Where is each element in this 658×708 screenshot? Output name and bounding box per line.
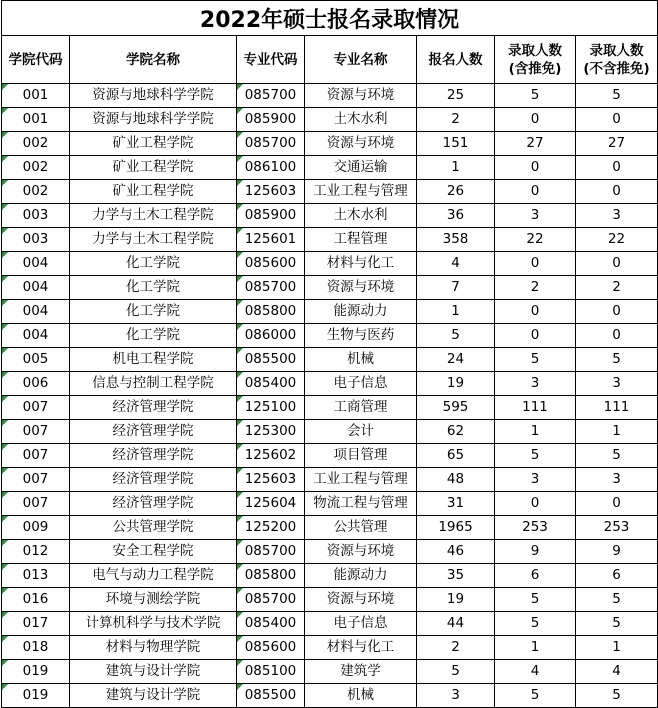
college-name-cell[interactable]: 公共管理学院 bbox=[70, 516, 237, 540]
major-name-cell[interactable]: 物流工程与管理 bbox=[305, 492, 417, 516]
applicants-cell[interactable]: 4 bbox=[417, 252, 495, 276]
admitted-excl-cell[interactable]: 22 bbox=[576, 228, 658, 252]
applicants-cell[interactable]: 358 bbox=[417, 228, 495, 252]
applicants-cell[interactable]: 65 bbox=[417, 444, 495, 468]
major-code-cell[interactable]: 085800 bbox=[237, 564, 305, 588]
major-code-cell[interactable]: 085600 bbox=[237, 636, 305, 660]
applicants-cell[interactable]: 5 bbox=[417, 324, 495, 348]
college-code-cell[interactable]: 009 bbox=[2, 516, 70, 540]
admitted-incl-cell[interactable]: 5 bbox=[495, 444, 576, 468]
applicants-cell[interactable]: 3 bbox=[417, 684, 495, 708]
college-code-cell[interactable]: 007 bbox=[2, 396, 70, 420]
applicants-cell[interactable]: 24 bbox=[417, 348, 495, 372]
admitted-excl-cell[interactable]: 253 bbox=[576, 516, 658, 540]
major-code-cell[interactable]: 125200 bbox=[237, 516, 305, 540]
major-name-cell[interactable]: 能源动力 bbox=[305, 564, 417, 588]
table-row bbox=[2, 660, 658, 684]
major-code-cell[interactable]: 085500 bbox=[237, 684, 305, 708]
table-row bbox=[2, 444, 658, 468]
major-code-cell[interactable]: 085900 bbox=[237, 204, 305, 228]
admitted-incl-cell[interactable]: 5 bbox=[495, 612, 576, 636]
college-name-cell[interactable]: 安全工程学院 bbox=[70, 540, 237, 564]
admitted-excl-cell[interactable]: 111 bbox=[576, 396, 658, 420]
applicants-cell[interactable]: 26 bbox=[417, 180, 495, 204]
major-code-cell[interactable]: 125603 bbox=[237, 180, 305, 204]
college-name-cell[interactable]: 经济管理学院 bbox=[70, 468, 237, 492]
table-row bbox=[2, 84, 658, 108]
admitted-incl-cell[interactable]: 0 bbox=[495, 324, 576, 348]
table-row bbox=[2, 564, 658, 588]
college-code-cell[interactable]: 002 bbox=[2, 156, 70, 180]
table-row bbox=[2, 300, 658, 324]
table-row bbox=[2, 372, 658, 396]
college-name-cell[interactable]: 化工学院 bbox=[70, 252, 237, 276]
applicants-cell[interactable]: 1965 bbox=[417, 516, 495, 540]
major-name-cell[interactable]: 建筑学 bbox=[305, 660, 417, 684]
major-name-cell[interactable]: 交通运输 bbox=[305, 156, 417, 180]
college-name-cell[interactable]: 计算机科学与技术学院 bbox=[70, 612, 237, 636]
major-name-cell[interactable]: 材料与化工 bbox=[305, 636, 417, 660]
college-code-cell[interactable]: 004 bbox=[2, 300, 70, 324]
applicants-cell[interactable]: 48 bbox=[417, 468, 495, 492]
table-row bbox=[2, 228, 658, 252]
college-name-cell[interactable]: 经济管理学院 bbox=[70, 492, 237, 516]
major-name-cell[interactable]: 生物与医药 bbox=[305, 324, 417, 348]
major-name-cell[interactable]: 资源与环境 bbox=[305, 84, 417, 108]
table-row bbox=[2, 180, 658, 204]
college-code-cell[interactable]: 016 bbox=[2, 588, 70, 612]
applicants-cell[interactable]: 36 bbox=[417, 204, 495, 228]
major-code-cell[interactable]: 125602 bbox=[237, 444, 305, 468]
col-header-major-name[interactable]: 专业名称 bbox=[305, 36, 417, 84]
table-row bbox=[2, 636, 658, 660]
major-code-cell[interactable]: 085500 bbox=[237, 348, 305, 372]
admitted-incl-cell[interactable]: 22 bbox=[495, 228, 576, 252]
applicants-cell[interactable]: 2 bbox=[417, 108, 495, 132]
major-name-cell[interactable]: 机械 bbox=[305, 684, 417, 708]
table-row bbox=[2, 324, 658, 348]
major-name-cell[interactable]: 材料与化工 bbox=[305, 252, 417, 276]
college-code-cell[interactable]: 019 bbox=[2, 684, 70, 708]
major-name-cell[interactable]: 会计 bbox=[305, 420, 417, 444]
college-code-cell[interactable]: 002 bbox=[2, 132, 70, 156]
admitted-incl-cell[interactable]: 0 bbox=[495, 300, 576, 324]
admitted-excl-cell[interactable]: 0 bbox=[576, 252, 658, 276]
college-code-cell[interactable]: 004 bbox=[2, 324, 70, 348]
admitted-incl-cell[interactable]: 4 bbox=[495, 660, 576, 684]
table-row bbox=[2, 468, 658, 492]
college-name-cell[interactable]: 建筑与设计学院 bbox=[70, 684, 237, 708]
applicants-cell[interactable]: 1 bbox=[417, 156, 495, 180]
college-name-cell[interactable]: 资源与地球科学学院 bbox=[70, 84, 237, 108]
major-name-cell[interactable]: 资源与环境 bbox=[305, 276, 417, 300]
admitted-incl-cell[interactable]: 111 bbox=[495, 396, 576, 420]
table-row bbox=[2, 276, 658, 300]
title-row bbox=[2, 1, 658, 36]
table-row bbox=[2, 492, 658, 516]
admitted-incl-cell[interactable]: 0 bbox=[495, 492, 576, 516]
applicants-cell[interactable]: 7 bbox=[417, 276, 495, 300]
col-header-college-code[interactable]: 学院代码 bbox=[2, 36, 70, 84]
college-code-cell[interactable]: 007 bbox=[2, 444, 70, 468]
college-name-cell[interactable]: 化工学院 bbox=[70, 300, 237, 324]
table-row bbox=[2, 684, 658, 708]
col-header-major-code[interactable]: 专业代码 bbox=[237, 36, 305, 84]
college-name-cell[interactable]: 经济管理学院 bbox=[70, 396, 237, 420]
table-row bbox=[2, 612, 658, 636]
major-name-cell[interactable]: 电子信息 bbox=[305, 372, 417, 396]
admitted-excl-cell[interactable]: 0 bbox=[576, 108, 658, 132]
major-code-cell[interactable]: 085700 bbox=[237, 540, 305, 564]
applicants-cell[interactable]: 19 bbox=[417, 588, 495, 612]
college-code-cell[interactable]: 013 bbox=[2, 564, 70, 588]
table-row bbox=[2, 516, 658, 540]
admitted-excl-cell[interactable]: 27 bbox=[576, 132, 658, 156]
table-row bbox=[2, 420, 658, 444]
table-row bbox=[2, 156, 658, 180]
major-name-cell[interactable]: 工商管理 bbox=[305, 396, 417, 420]
admitted-incl-cell[interactable]: 6 bbox=[495, 564, 576, 588]
table-row bbox=[2, 396, 658, 420]
college-code-cell[interactable]: 003 bbox=[2, 228, 70, 252]
college-code-cell[interactable]: 007 bbox=[2, 420, 70, 444]
applicants-cell[interactable]: 19 bbox=[417, 372, 495, 396]
college-name-cell[interactable]: 经济管理学院 bbox=[70, 444, 237, 468]
admitted-incl-cell[interactable]: 0 bbox=[495, 180, 576, 204]
admitted-excl-cell[interactable]: 3 bbox=[576, 372, 658, 396]
college-name-cell[interactable]: 资源与地球科学学院 bbox=[70, 108, 237, 132]
admitted-incl-cell[interactable]: 5 bbox=[495, 348, 576, 372]
college-name-cell[interactable]: 材料与物理学院 bbox=[70, 636, 237, 660]
major-name-cell[interactable]: 工业工程与管理 bbox=[305, 180, 417, 204]
college-name-cell[interactable]: 矿业工程学院 bbox=[70, 156, 237, 180]
college-name-cell[interactable]: 力学与土木工程学院 bbox=[70, 204, 237, 228]
college-code-cell[interactable]: 001 bbox=[2, 84, 70, 108]
major-name-cell[interactable]: 工业工程与管理 bbox=[305, 468, 417, 492]
table-row bbox=[2, 132, 658, 156]
admitted-incl-cell[interactable]: 5 bbox=[495, 684, 576, 708]
col-header-admitted-excl[interactable]: 录取人数 (不含推免) bbox=[576, 36, 658, 84]
major-code-cell[interactable]: 086000 bbox=[237, 324, 305, 348]
college-code-cell[interactable]: 004 bbox=[2, 252, 70, 276]
major-name-cell[interactable]: 公共管理 bbox=[305, 516, 417, 540]
major-code-cell[interactable]: 125603 bbox=[237, 468, 305, 492]
college-code-cell[interactable]: 012 bbox=[2, 540, 70, 564]
applicants-cell[interactable]: 5 bbox=[417, 660, 495, 684]
admitted-excl-cell[interactable]: 0 bbox=[576, 180, 658, 204]
admitted-incl-cell[interactable]: 0 bbox=[495, 252, 576, 276]
major-name-cell[interactable]: 资源与环境 bbox=[305, 588, 417, 612]
major-code-cell[interactable]: 085700 bbox=[237, 276, 305, 300]
admitted-excl-cell[interactable]: 5 bbox=[576, 444, 658, 468]
major-name-cell[interactable]: 工程管理 bbox=[305, 228, 417, 252]
college-name-cell[interactable]: 化工学院 bbox=[70, 324, 237, 348]
major-name-cell[interactable]: 电子信息 bbox=[305, 612, 417, 636]
table-title: 2022年硕士报名录取情况 bbox=[2, 1, 658, 36]
admitted-incl-cell[interactable]: 3 bbox=[495, 372, 576, 396]
major-code-cell[interactable]: 085900 bbox=[237, 108, 305, 132]
admitted-excl-cell[interactable]: 5 bbox=[576, 84, 658, 108]
admitted-excl-cell[interactable]: 3 bbox=[576, 204, 658, 228]
major-code-cell[interactable]: 085100 bbox=[237, 660, 305, 684]
applicants-cell[interactable]: 31 bbox=[417, 492, 495, 516]
admitted-excl-cell[interactable]: 0 bbox=[576, 324, 658, 348]
major-code-cell[interactable]: 125300 bbox=[237, 420, 305, 444]
admitted-excl-cell[interactable]: 9 bbox=[576, 540, 658, 564]
admitted-incl-cell[interactable]: 3 bbox=[495, 204, 576, 228]
college-code-cell[interactable]: 017 bbox=[2, 612, 70, 636]
major-code-cell[interactable]: 085400 bbox=[237, 612, 305, 636]
admitted-incl-cell[interactable]: 5 bbox=[495, 84, 576, 108]
applicants-cell[interactable]: 151 bbox=[417, 132, 495, 156]
admitted-excl-cell[interactable]: 5 bbox=[576, 348, 658, 372]
college-code-cell[interactable]: 018 bbox=[2, 636, 70, 660]
admitted-excl-cell[interactable]: 0 bbox=[576, 300, 658, 324]
applicants-cell[interactable]: 35 bbox=[417, 564, 495, 588]
college-name-cell[interactable]: 力学与土木工程学院 bbox=[70, 228, 237, 252]
admitted-excl-cell[interactable]: 1 bbox=[576, 420, 658, 444]
college-name-cell[interactable]: 矿业工程学院 bbox=[70, 132, 237, 156]
col-header-college-name[interactable]: 学院名称 bbox=[70, 36, 237, 84]
applicants-cell[interactable]: 46 bbox=[417, 540, 495, 564]
admitted-excl-cell[interactable]: 0 bbox=[576, 156, 658, 180]
admission-table bbox=[1, 0, 658, 708]
college-code-cell[interactable]: 003 bbox=[2, 204, 70, 228]
college-code-cell[interactable]: 001 bbox=[2, 108, 70, 132]
major-name-cell[interactable]: 机械 bbox=[305, 348, 417, 372]
admitted-incl-cell[interactable]: 9 bbox=[495, 540, 576, 564]
college-code-cell[interactable]: 005 bbox=[2, 348, 70, 372]
college-name-cell[interactable]: 经济管理学院 bbox=[70, 420, 237, 444]
header-row bbox=[2, 36, 658, 84]
college-name-cell[interactable]: 电气与动力工程学院 bbox=[70, 564, 237, 588]
applicants-cell[interactable]: 1 bbox=[417, 300, 495, 324]
college-code-cell[interactable]: 007 bbox=[2, 468, 70, 492]
admitted-incl-cell[interactable]: 1 bbox=[495, 420, 576, 444]
table-row bbox=[2, 204, 658, 228]
major-code-cell[interactable]: 085700 bbox=[237, 84, 305, 108]
major-name-cell[interactable]: 土木水利 bbox=[305, 204, 417, 228]
major-name-cell[interactable]: 资源与环境 bbox=[305, 132, 417, 156]
admitted-excl-cell[interactable]: 5 bbox=[576, 684, 658, 708]
college-name-cell[interactable]: 化工学院 bbox=[70, 276, 237, 300]
college-code-cell[interactable]: 019 bbox=[2, 660, 70, 684]
col-header-applicants[interactable]: 报名人数 bbox=[417, 36, 495, 84]
applicants-cell[interactable]: 25 bbox=[417, 84, 495, 108]
major-name-cell[interactable]: 项目管理 bbox=[305, 444, 417, 468]
admitted-incl-cell[interactable]: 253 bbox=[495, 516, 576, 540]
spreadsheet bbox=[1, 0, 657, 708]
admitted-excl-cell[interactable]: 5 bbox=[576, 588, 658, 612]
table-row bbox=[2, 348, 658, 372]
college-name-cell[interactable]: 矿业工程学院 bbox=[70, 180, 237, 204]
col-header-admitted-incl[interactable]: 录取人数 (含推免) bbox=[495, 36, 576, 84]
college-code-cell[interactable]: 006 bbox=[2, 372, 70, 396]
admitted-excl-cell[interactable]: 2 bbox=[576, 276, 658, 300]
applicants-cell[interactable]: 2 bbox=[417, 636, 495, 660]
admitted-excl-cell[interactable]: 4 bbox=[576, 660, 658, 684]
admitted-incl-cell[interactable]: 3 bbox=[495, 468, 576, 492]
major-code-cell[interactable]: 125604 bbox=[237, 492, 305, 516]
major-code-cell[interactable]: 125100 bbox=[237, 396, 305, 420]
applicants-cell[interactable]: 44 bbox=[417, 612, 495, 636]
admitted-excl-cell[interactable]: 6 bbox=[576, 564, 658, 588]
major-name-cell[interactable]: 资源与环境 bbox=[305, 540, 417, 564]
table-row bbox=[2, 540, 658, 564]
college-name-cell[interactable]: 环境与测绘学院 bbox=[70, 588, 237, 612]
applicants-cell[interactable]: 595 bbox=[417, 396, 495, 420]
table-row bbox=[2, 588, 658, 612]
college-name-cell[interactable]: 机电工程学院 bbox=[70, 348, 237, 372]
table-row bbox=[2, 252, 658, 276]
major-code-cell[interactable]: 085600 bbox=[237, 252, 305, 276]
major-name-cell[interactable]: 能源动力 bbox=[305, 300, 417, 324]
admitted-excl-cell[interactable]: 0 bbox=[576, 492, 658, 516]
college-name-cell[interactable]: 信息与控制工程学院 bbox=[70, 372, 237, 396]
applicants-cell[interactable]: 62 bbox=[417, 420, 495, 444]
major-name-cell[interactable]: 土木水利 bbox=[305, 108, 417, 132]
admitted-incl-cell[interactable]: 0 bbox=[495, 108, 576, 132]
major-code-cell[interactable]: 085800 bbox=[237, 300, 305, 324]
major-code-cell[interactable]: 125601 bbox=[237, 228, 305, 252]
admitted-incl-cell[interactable]: 2 bbox=[495, 276, 576, 300]
college-name-cell[interactable]: 建筑与设计学院 bbox=[70, 660, 237, 684]
table-row bbox=[2, 108, 658, 132]
college-code-cell[interactable]: 002 bbox=[2, 180, 70, 204]
major-code-cell[interactable]: 085400 bbox=[237, 372, 305, 396]
admitted-incl-cell[interactable]: 1 bbox=[495, 636, 576, 660]
major-code-cell[interactable]: 085700 bbox=[237, 588, 305, 612]
admitted-incl-cell[interactable]: 27 bbox=[495, 132, 576, 156]
college-code-cell[interactable]: 007 bbox=[2, 492, 70, 516]
admitted-excl-cell[interactable]: 3 bbox=[576, 468, 658, 492]
admitted-incl-cell[interactable]: 0 bbox=[495, 156, 576, 180]
major-code-cell[interactable]: 086100 bbox=[237, 156, 305, 180]
college-code-cell[interactable]: 004 bbox=[2, 276, 70, 300]
admitted-incl-cell[interactable]: 5 bbox=[495, 588, 576, 612]
major-code-cell[interactable]: 085700 bbox=[237, 132, 305, 156]
admitted-excl-cell[interactable]: 1 bbox=[576, 636, 658, 660]
admitted-excl-cell[interactable]: 5 bbox=[576, 612, 658, 636]
